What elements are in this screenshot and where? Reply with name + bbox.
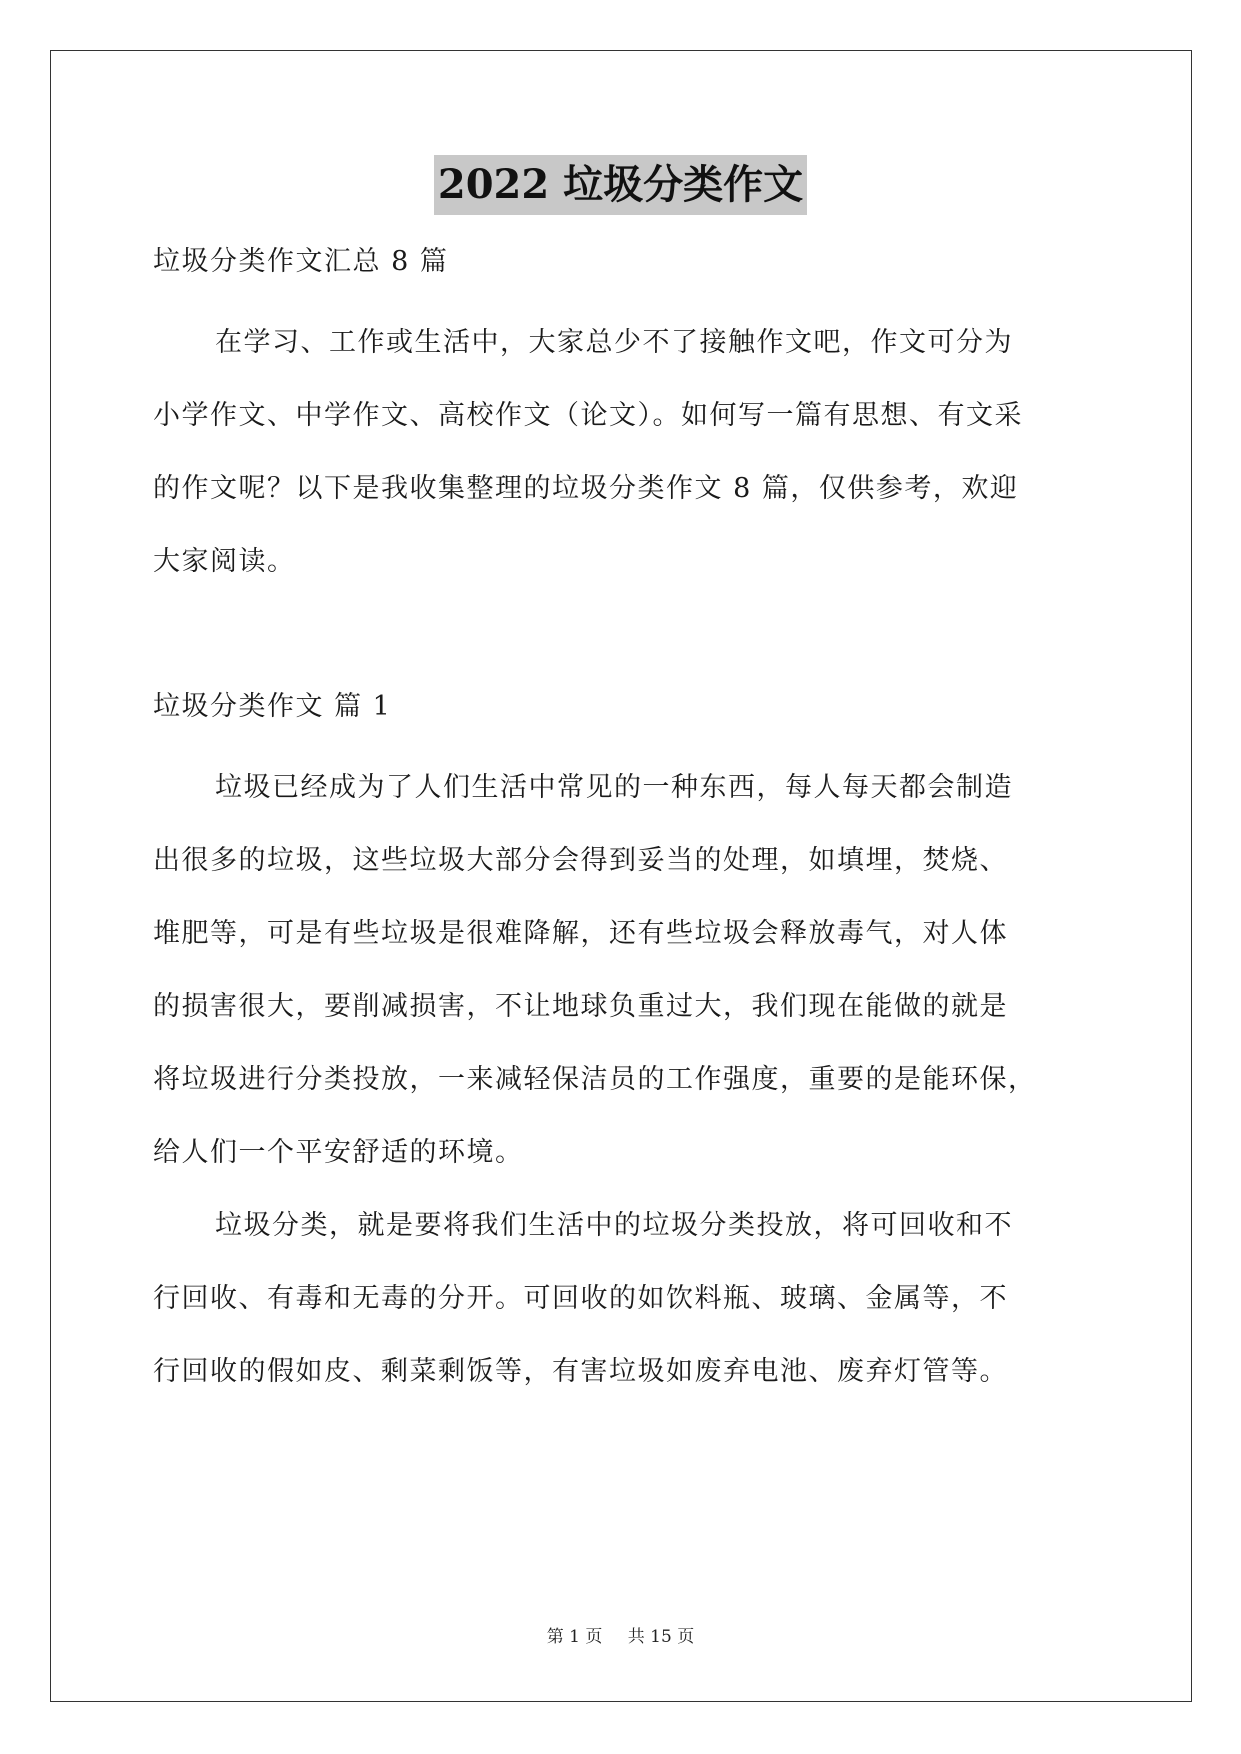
paragraph-line: 堆肥等，可是有些垃圾是很难降解，还有些垃圾会释放毒气，对人体 — [153, 918, 1008, 949]
title-wrap — [0, 155, 1241, 215]
paragraph-line: 垃圾分类，就是要将我们生活中的垃圾分类投放，将可回收和不 — [215, 1210, 1013, 1241]
paragraph-1 — [153, 768, 1093, 1173]
paragraph-line: 出很多的垃圾，这些垃圾大部分会得到妥当的处理，如填埋，焚烧、 — [153, 845, 1008, 876]
document-body — [153, 232, 1093, 1392]
paragraph-line: 将垃圾进行分类投放，一来减轻保洁员的工作强度，重要的是能环保， — [153, 1064, 1037, 1095]
paragraph-2 — [153, 1206, 1093, 1392]
intro-paragraph — [153, 323, 1093, 582]
intro-line: 大家阅读。 — [153, 546, 296, 577]
page-number: 第 1 页 — [546, 1627, 603, 1647]
document-subtitle: 垃圾分类作文汇总 8 篇 — [153, 246, 449, 277]
paragraph-line: 行回收的假如皮、剩菜剩饭等，有害垃圾如废弃电池、废弃灯管等。 — [153, 1356, 1008, 1387]
page-footer — [0, 1622, 1241, 1647]
intro-line: 的作文呢？以下是我收集整理的垃圾分类作文 8 篇，仅供参考，欢迎 — [153, 473, 1019, 504]
intro-line: 小学作文、中学作文、高校作文（论文）。如何写一篇有思想、有文采 — [153, 400, 1023, 431]
paragraph-line: 垃圾已经成为了人们生活中常见的一种东西，每人每天都会制造 — [215, 772, 1013, 803]
document-title: 2022 垃圾分类作文 — [434, 155, 807, 215]
paragraph-line: 的损害很大，要削减损害，不让地球负重过大，我们现在能做的就是 — [153, 991, 1008, 1022]
paragraph-line: 行回收、有毒和无毒的分开。可回收的如饮料瓶、玻璃、金属等，不 — [153, 1283, 1008, 1314]
paragraph-line: 给人们一个平安舒适的环境。 — [153, 1137, 524, 1168]
intro-line: 在学习、工作或生活中，大家总少不了接触作文吧，作文可分为 — [215, 327, 1013, 358]
page-total: 共 15 页 — [627, 1627, 695, 1647]
section-heading: 垃圾分类作文 篇 1 — [153, 691, 392, 722]
